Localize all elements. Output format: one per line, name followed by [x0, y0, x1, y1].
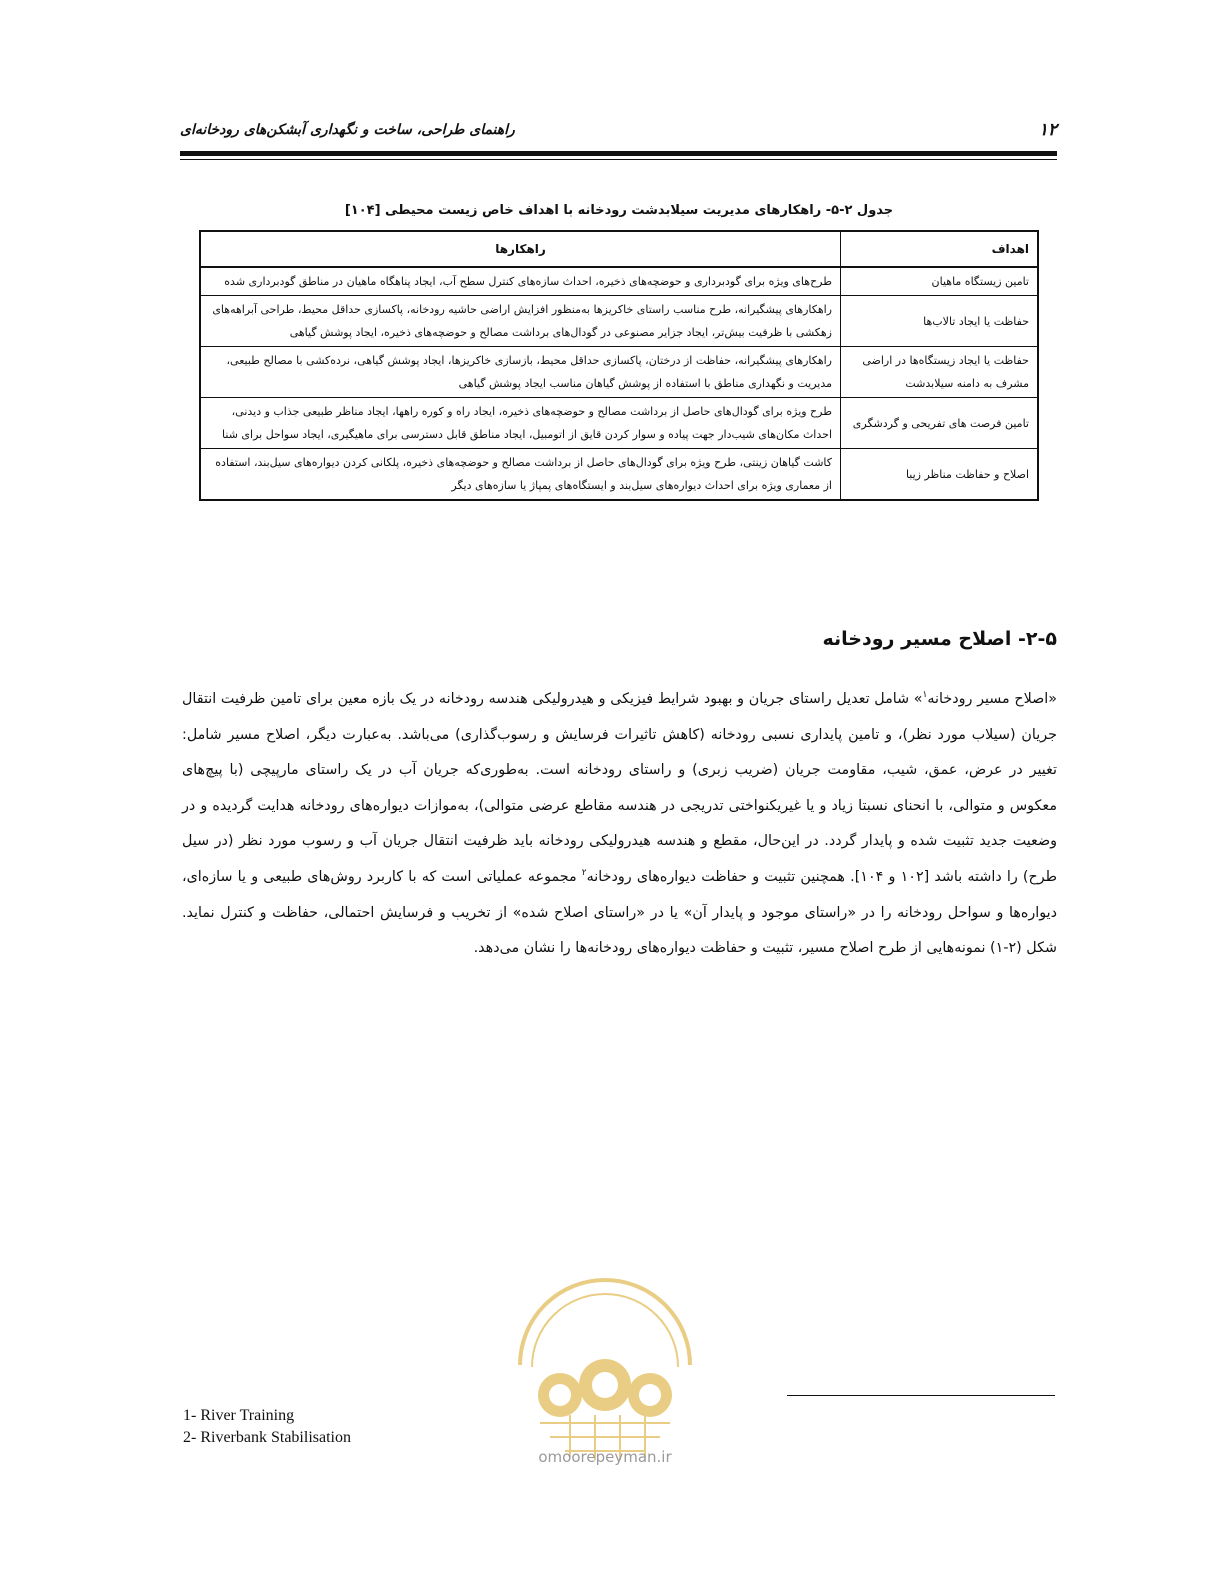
table-row	[200, 267, 1038, 296]
watermark-site: omoorepeyman.ir	[538, 1448, 672, 1466]
section-heading: ۲-۵- اصلاح مسیر رودخانه	[822, 628, 1057, 650]
strategy-cell: راهکارهای پیشگیرانه، حفاظت از درختان، پاکسازی حداقل محیط، بازسازی خاکریزها، ایجاد پوشش گیاهی، نرده‌کشی با مصالح طبیعی، مدیریت و نگهداری مناطق با استفاده از پوشش گیاهان مناسب ایجاد پوشش گیاهی	[200, 347, 841, 398]
goal-cell: تامین زیستگاه ماهیان	[841, 267, 1039, 296]
goal-cell: اصلاح و حفاظت مناظر زیبا	[841, 449, 1039, 501]
table-caption: جدول ۲-۵- راهکارهای مدیریت سیلابدشت رودخانه با اهداف خاص زیست محیطی [۱۰۴]	[344, 203, 894, 218]
goals-strategies-table	[199, 230, 1039, 501]
strategy-cell: کاشت گیاهان زینتی، طرح ویژه برای گودال‌های حاصل از برداشت مصالح و حوضچه‌های ذخیره، پلکانی کردن دیواره‌های سیل‌بند، استفاده از معماری ویژه برای احداث دیواره‌های سیل‌بند و ایستگاه‌های پمپاژ یا سازه‌های دیگر	[200, 449, 841, 501]
paragraph-text: » شامل تعدیل راستای جریان و بهبود شرایط فیزیکی و هیدرولیکی هندسه رودخانه در یک بازه معین برای تامین ظرفیت انتقال جریان (سیلاب مورد نظر)، و تامین پایداری نسبی رودخانه (کاهش تاثیرات فرسایش و رسوب‌گذاری) می‌باشد. به‌عبارت دیگر، اصلاح مسیر شامل: تغییر در عرض، عمق، شیب، مقاومت جریان (ضریب زبری) و راستای رودخانه است. به‌طوری‌که جریان آب در یک راستای مارپیچی (با پیچ‌های معکوس و متوالی، با انحنای نسبتا زیاد و یا غیریکنواختی تدریجی در هندسه مقاطع عرضی متوالی)، به‌موازات دیواره‌های رودخانه هدایت گردیده و در وضعیت جدید تثبیت شده و پایدار گردد. در این‌حال، مقطع و هندسه هیدرولیکی رودخانه باید ظرفیت انتقال جریان آب و رسوب مورد نظر (در سیل طرح) را داشته باشد [۱۰۲ و ۱۰۴]. همچنین تثبیت و حفاظت دیواره‌های رودخانه	[182, 691, 1057, 885]
footnote-ref-1[interactable]: ۱	[922, 690, 928, 701]
goal-cell: حفاظت یا ایجاد تالاب‌ها	[841, 296, 1039, 347]
body-paragraph	[182, 682, 1057, 967]
table-row	[200, 347, 1038, 398]
strategy-cell: طرح ویژه برای گودال‌های حاصل از برداشت مصالح و حوضچه‌های ذخیره، ایجاد راه و کوره راهها، ایجاد مناظر طبیعی جذاب و دیدنی، احداث مکان‌های شیب‌دار جهت پیاده و سوار کردن قایق از اتومبیل، ایجاد مناطق قابل دسترسی برای ماهیگیری، ایجاد سواحل برای شنا	[200, 398, 841, 449]
strategy-cell: طرح‌های ویژه برای گودبرداری و حوضچه‌های ذخیره، احداث سازه‌های کنترل سطح آب، ایجاد پناهگاه ماهیان در مناطق گودبرداری شده	[200, 267, 841, 296]
table-row	[200, 449, 1038, 501]
table-header-row	[200, 231, 1038, 267]
table-row	[200, 296, 1038, 347]
goal-cell: حفاظت یا ایجاد زیستگاه‌ها در اراضی مشرف به دامنه سیلابدشت	[841, 347, 1039, 398]
paragraph-text: مجموعه عملیاتی است که با کاربرد روش‌های طبیعی و یا سازه‌ای، دیواره‌ها و سواحل رودخانه را در «راستای موجود و پایدار آن» یا در «راستای اصلاح شده» از تخریب و فرسایش احتمالی، حفاظت و کنترل نماید. شکل (۲-۱) نمونه‌هایی از طرح اصلاح مسیر، تثبیت و حفاظت دیواره‌های رودخانه‌ها را نشان می‌دهد.	[182, 868, 1057, 957]
footnote-2: 2- Riverbank Stabilisation	[183, 1429, 351, 1446]
page-number: ۱۲	[1038, 120, 1057, 140]
footnote-ref-2[interactable]: ۲	[581, 868, 587, 879]
paragraph-text: «اصلاح مسیر رودخانه	[927, 691, 1057, 707]
header-rule-thin	[180, 159, 1057, 160]
header-rule-thick	[180, 151, 1057, 156]
goal-cell: تامین فرصت های تفریحی و گردشگری	[841, 398, 1039, 449]
footnote-separator	[787, 1395, 1055, 1396]
header-strategies: راهکارها	[200, 231, 841, 267]
table-row	[200, 398, 1038, 449]
book-title: راهنمای طراحی، ساخت و نگهداری آبشکن‌های رودخانه‌ای	[180, 122, 515, 138]
watermark-logo	[500, 1245, 710, 1475]
header-goals: اهداف	[841, 231, 1039, 267]
footnote-1: 1- River Training	[183, 1407, 295, 1424]
strategy-cell: راهکارهای پیشگیرانه، طرح مناسب راستای خاکریزها به‌منظور افزایش اراضی حاشیه رودخانه، پاکسازی حداقل محیط، طراحی آبراهه‌های زهکشی با ظرفیت بیش‌تر، ایجاد جزایر مصنوعی در گودال‌های برداشت مصالح و حوضچه‌های ذخیره، ایجاد پوشش گیاهی	[200, 296, 841, 347]
footnotes	[183, 1405, 351, 1449]
